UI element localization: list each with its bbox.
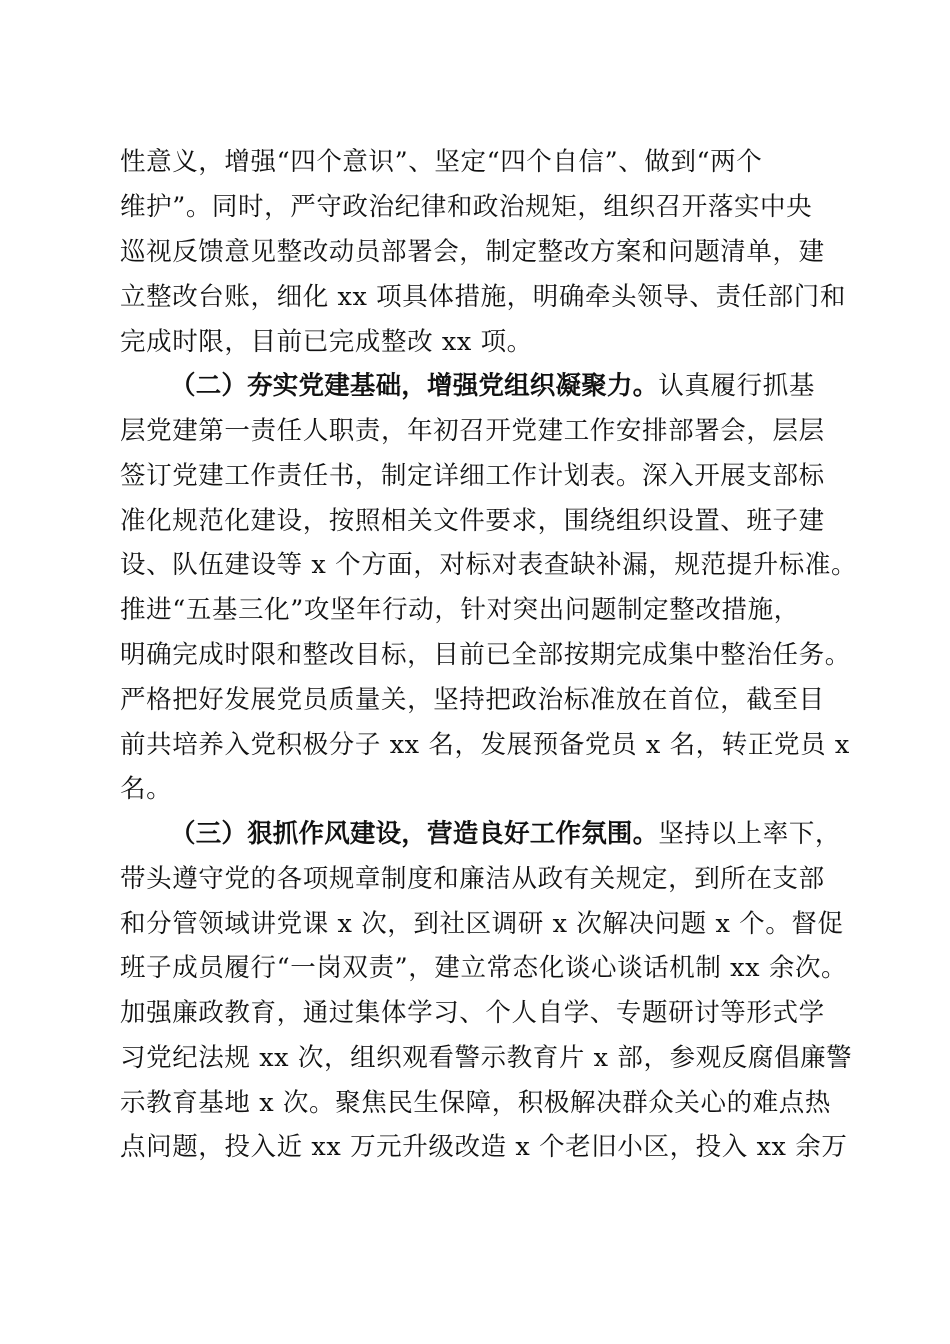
body-line: 巡视反馈意见整改动员部署会，制定整改方案和问题清单，建 (120, 237, 825, 267)
body-line: 班子成员履行“一岗双责”，建立常态化谈心谈话机制 xx 余次。 (120, 953, 848, 983)
body-line: 点问题，投入近 xx 万元升级改造 x 个老旧小区，投入 xx 余万 (120, 1132, 848, 1162)
body-line: 前共培养入党积极分子 xx 名，发展预备党员 x 名，转正党员 x (120, 730, 850, 760)
body-line: 签订党建工作责任书，制定详细工作计划表。深入开展支部标 (120, 461, 825, 491)
body-line: 维护”。同时，严守政治纪律和政治规矩，组织召开落实中央 (120, 192, 813, 222)
body-line: 完成时限，目前已完成整改 xx 项。 (120, 327, 533, 357)
body-line: 名。 (120, 774, 173, 804)
body-line: 立整改台账，细化 xx 项具体措施，明确牵头领导、责任部门和 (120, 282, 846, 312)
section-2-first-line-text: 认真履行抓基 (658, 371, 815, 401)
body-line: 和分管领域讲党课 x 次，到社区调研 x 次解决问题 x 个。督促 (120, 909, 844, 939)
body-line: 加强廉政教育，通过集体学习、个人自学、专题研讨等形式学 (120, 998, 825, 1028)
body-line: 带头遵守党的各项规章制度和廉洁从政有关规定，到所在支部 (120, 864, 825, 894)
body-line: 严格把好发展党员质量关，坚持把政治标准放在首位，截至目 (120, 685, 825, 715)
section-3-first-line (170, 812, 842, 856)
body-line: 明确完成时限和整改目标，目前已全部按期完成集中整治任务。 (120, 640, 851, 670)
section-2-heading: （二）夯实党建基础，增强党组织凝聚力。 (170, 371, 659, 401)
body-line: 层党建第一责任人职责，年初召开党建工作安排部署会，层层 (120, 416, 825, 446)
section-3-first-line-text: 坚持以上率下， (658, 819, 842, 849)
section-3-heading: （三）狠抓作风建设，营造良好工作氛围。 (170, 819, 659, 849)
body-line: 示教育基地 x 次。聚焦民生保障，积极解决群众关心的难点热 (120, 1088, 831, 1118)
body-line: 性意义，增强“四个意识”、坚定“四个自信”、做到“两个 (120, 147, 763, 177)
section-2-first-line (170, 364, 832, 408)
body-line: 推进“五基三化”攻坚年行动，针对突出问题制定整改措施， (120, 595, 800, 625)
body-line: 设、队伍建设等 x 个方面，对标对表查缺补漏，规范提升标准。 (120, 550, 858, 580)
body-line: 习党纪法规 xx 次，组织观看警示教育片 x 部，参观反腐倡廉警 (120, 1043, 853, 1073)
body-line: 准化规范化建设，按照相关文件要求，围绕组织设置、班子建 (120, 506, 825, 536)
